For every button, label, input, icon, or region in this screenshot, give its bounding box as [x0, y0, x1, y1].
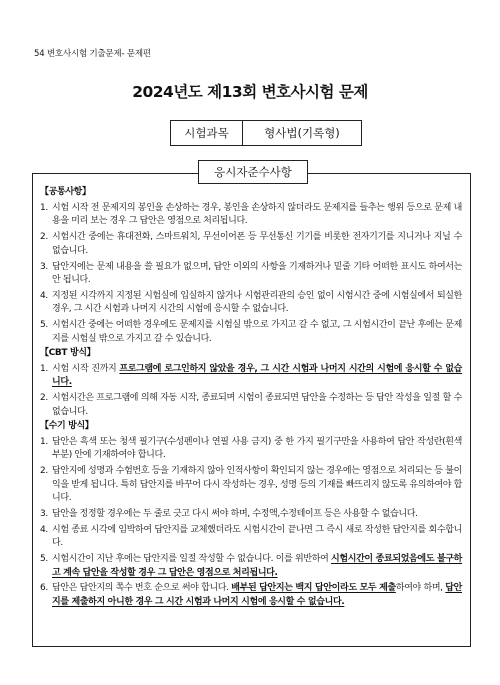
- notice-content: [40, 185, 462, 609]
- item-text-part: 시험 종료 시각에 임박하여 답안지를 교체했더라도 시험시간이 끝나면 그 즉시 새로 작성한 답안지를 회수합니다.: [52, 524, 462, 549]
- item-text-part: 답안지에 성명과 수험번호 등을 기재하지 않아 인적사항이 확인되지 않는 경우에는 영점으로 처리되는 등 불이익을 받게 됩니다. 특히 답안지를 바꾸어 다시 작성하는 경우, 성명 등의 기재를 빠뜨리지 않도록 유의하여야 합니다.: [52, 466, 462, 504]
- notice-item: [40, 582, 462, 609]
- item-text-part: 시험 시작 전 문제지의 봉인을 손상하는 경우, 봉인을 손상하지 않더라도 문제지를 들추는 행위 등으로 문제 내용을 미리 보는 경우 그 답안은 영점으로 처리됩니다.: [52, 202, 462, 227]
- item-number: 4.: [40, 290, 48, 301]
- item-text-part: 지정된 시각까지 지정된 시험실에 입실하지 않거나 시험관리관의 승인 없이 시험시간 중에 시험실에서 퇴실한 경우, 그 시간 시험과 나머지 시간의 시험에 응시할 수 없습니다.: [52, 290, 462, 315]
- item-text-part: 답안은 답안지의 쪽수 번호 순으로 써야 합니다.: [52, 583, 232, 594]
- item-text: [52, 202, 462, 229]
- item-number: 2.: [40, 232, 48, 243]
- notice-title: 응시자준수사항: [198, 160, 308, 184]
- notice-item: [40, 363, 462, 390]
- item-number: 5.: [40, 320, 48, 331]
- emphasized-text: 배부된 답안지는 백지 답안이라도 모두 제출: [231, 583, 396, 594]
- item-text: [52, 363, 462, 390]
- notice-item: [40, 319, 462, 346]
- item-text-part: 시험시간 중에는 휴대전화, 스마트워치, 무선이어폰 등 무선통신 기기를 비롯한 전자기기를 지니거나 지닐 수 없습니다.: [52, 232, 462, 256]
- emphasized-text: 프로그램에 로그인하지 않았을 경우, 그 시간 시험과 나머지 시간의 시험에 응시할 수 없습니다.: [52, 363, 462, 388]
- subject-label: 시험과목: [171, 121, 243, 145]
- notice-item: [40, 392, 462, 419]
- item-number: 1.: [40, 202, 48, 213]
- subject-table: [170, 120, 362, 146]
- item-text: [52, 436, 462, 463]
- notice-item: [40, 553, 462, 580]
- item-text: [52, 524, 462, 551]
- item-text-part: 시험 시작 진까지: [52, 363, 120, 374]
- notice-item: [40, 261, 462, 288]
- item-text: [52, 508, 462, 521]
- item-number: 3.: [40, 508, 48, 519]
- item-number: 6.: [40, 583, 48, 594]
- item-number: 3.: [40, 261, 48, 272]
- notice-item: [40, 436, 462, 463]
- page-title: 2024년도 제13회 변호사시험 문제: [132, 83, 368, 101]
- notice-item: [40, 524, 462, 551]
- item-text: [52, 553, 462, 580]
- subject-value: 형사법(기록형): [264, 126, 340, 140]
- notice-item: [40, 465, 462, 505]
- item-number: 4.: [40, 524, 48, 535]
- item-text: [52, 392, 462, 419]
- item-text: [52, 582, 462, 609]
- item-text: [52, 465, 462, 505]
- item-number: 5.: [40, 554, 48, 565]
- notice-item: [40, 508, 462, 521]
- item-text: [52, 290, 462, 317]
- notice-item: [40, 231, 462, 258]
- item-text-part: 답안을 정정할 경우에는 두 줄로 긋고 다시 써야 하며, 수정액,수정테이프 등은 사용할 수 없습니다.: [52, 508, 418, 519]
- item-text-part: 답안지에는 문제 내용을 쓸 필요가 없으며, 답안 이외의 사항을 기재하거나 밑줄 기타 어떠한 표시도 하여서는 안 됩니다.: [52, 261, 462, 285]
- item-text-part: 시험시간 중에는 어떠한 경우에도 문제지를 시험실 밖으로 가지고 갈 수 없고, 그 시험시간이 끝난 후에는 문제지를 시험실 밖으로 가지고 갈 수 있습니다.: [52, 320, 462, 344]
- emphasized-text: 시험시간이 종료되었음에도 불구하고 계속 답안을 작성할 경우 그 답안은 영점으로 처리됩니다.: [52, 554, 462, 578]
- item-number: 2.: [40, 466, 48, 477]
- notice-item: [40, 290, 462, 317]
- item-text-part: 답안은 흑색 또는 청색 필기구(수성펜이나 연필 사용 금지) 중 한 가지 필기구만을 사용하여 답안 작성란(흰색 부분) 안에 기재하여야 합니다.: [52, 436, 462, 461]
- emphasized-text: 답안지를 제출하지 아니한 경우 그 시간 시험과 나머지 시험에 응시할 수 없습니다.: [52, 583, 462, 607]
- item-text-part: 시험시간은 프로그램에 의해 자동 시작, 종료되며 시험이 종료되면 답안을 수정하는 등 답안 작성을 일절 할 수 없습니다.: [52, 393, 462, 417]
- page-header: 54 변호사시험 기출문제- 문제편: [34, 49, 151, 59]
- item-number: 2.: [40, 393, 48, 404]
- item-text-part: 하여야 하며,: [395, 583, 446, 594]
- item-text: [52, 319, 462, 346]
- item-number: 1.: [40, 363, 48, 374]
- notice-item: [40, 202, 462, 229]
- section-heading: 【공통사항】: [40, 187, 91, 197]
- section-heading: 【CBT 방식】: [40, 347, 96, 358]
- item-text: [52, 261, 462, 288]
- item-text: [52, 231, 462, 258]
- section-heading: 【수기 방식】: [40, 421, 94, 431]
- item-text-part: 시험시간이 지난 후에는 답안지를 일절 작성할 수 없습니다. 이를 위반하여: [52, 554, 332, 565]
- item-number: 1.: [40, 436, 48, 447]
